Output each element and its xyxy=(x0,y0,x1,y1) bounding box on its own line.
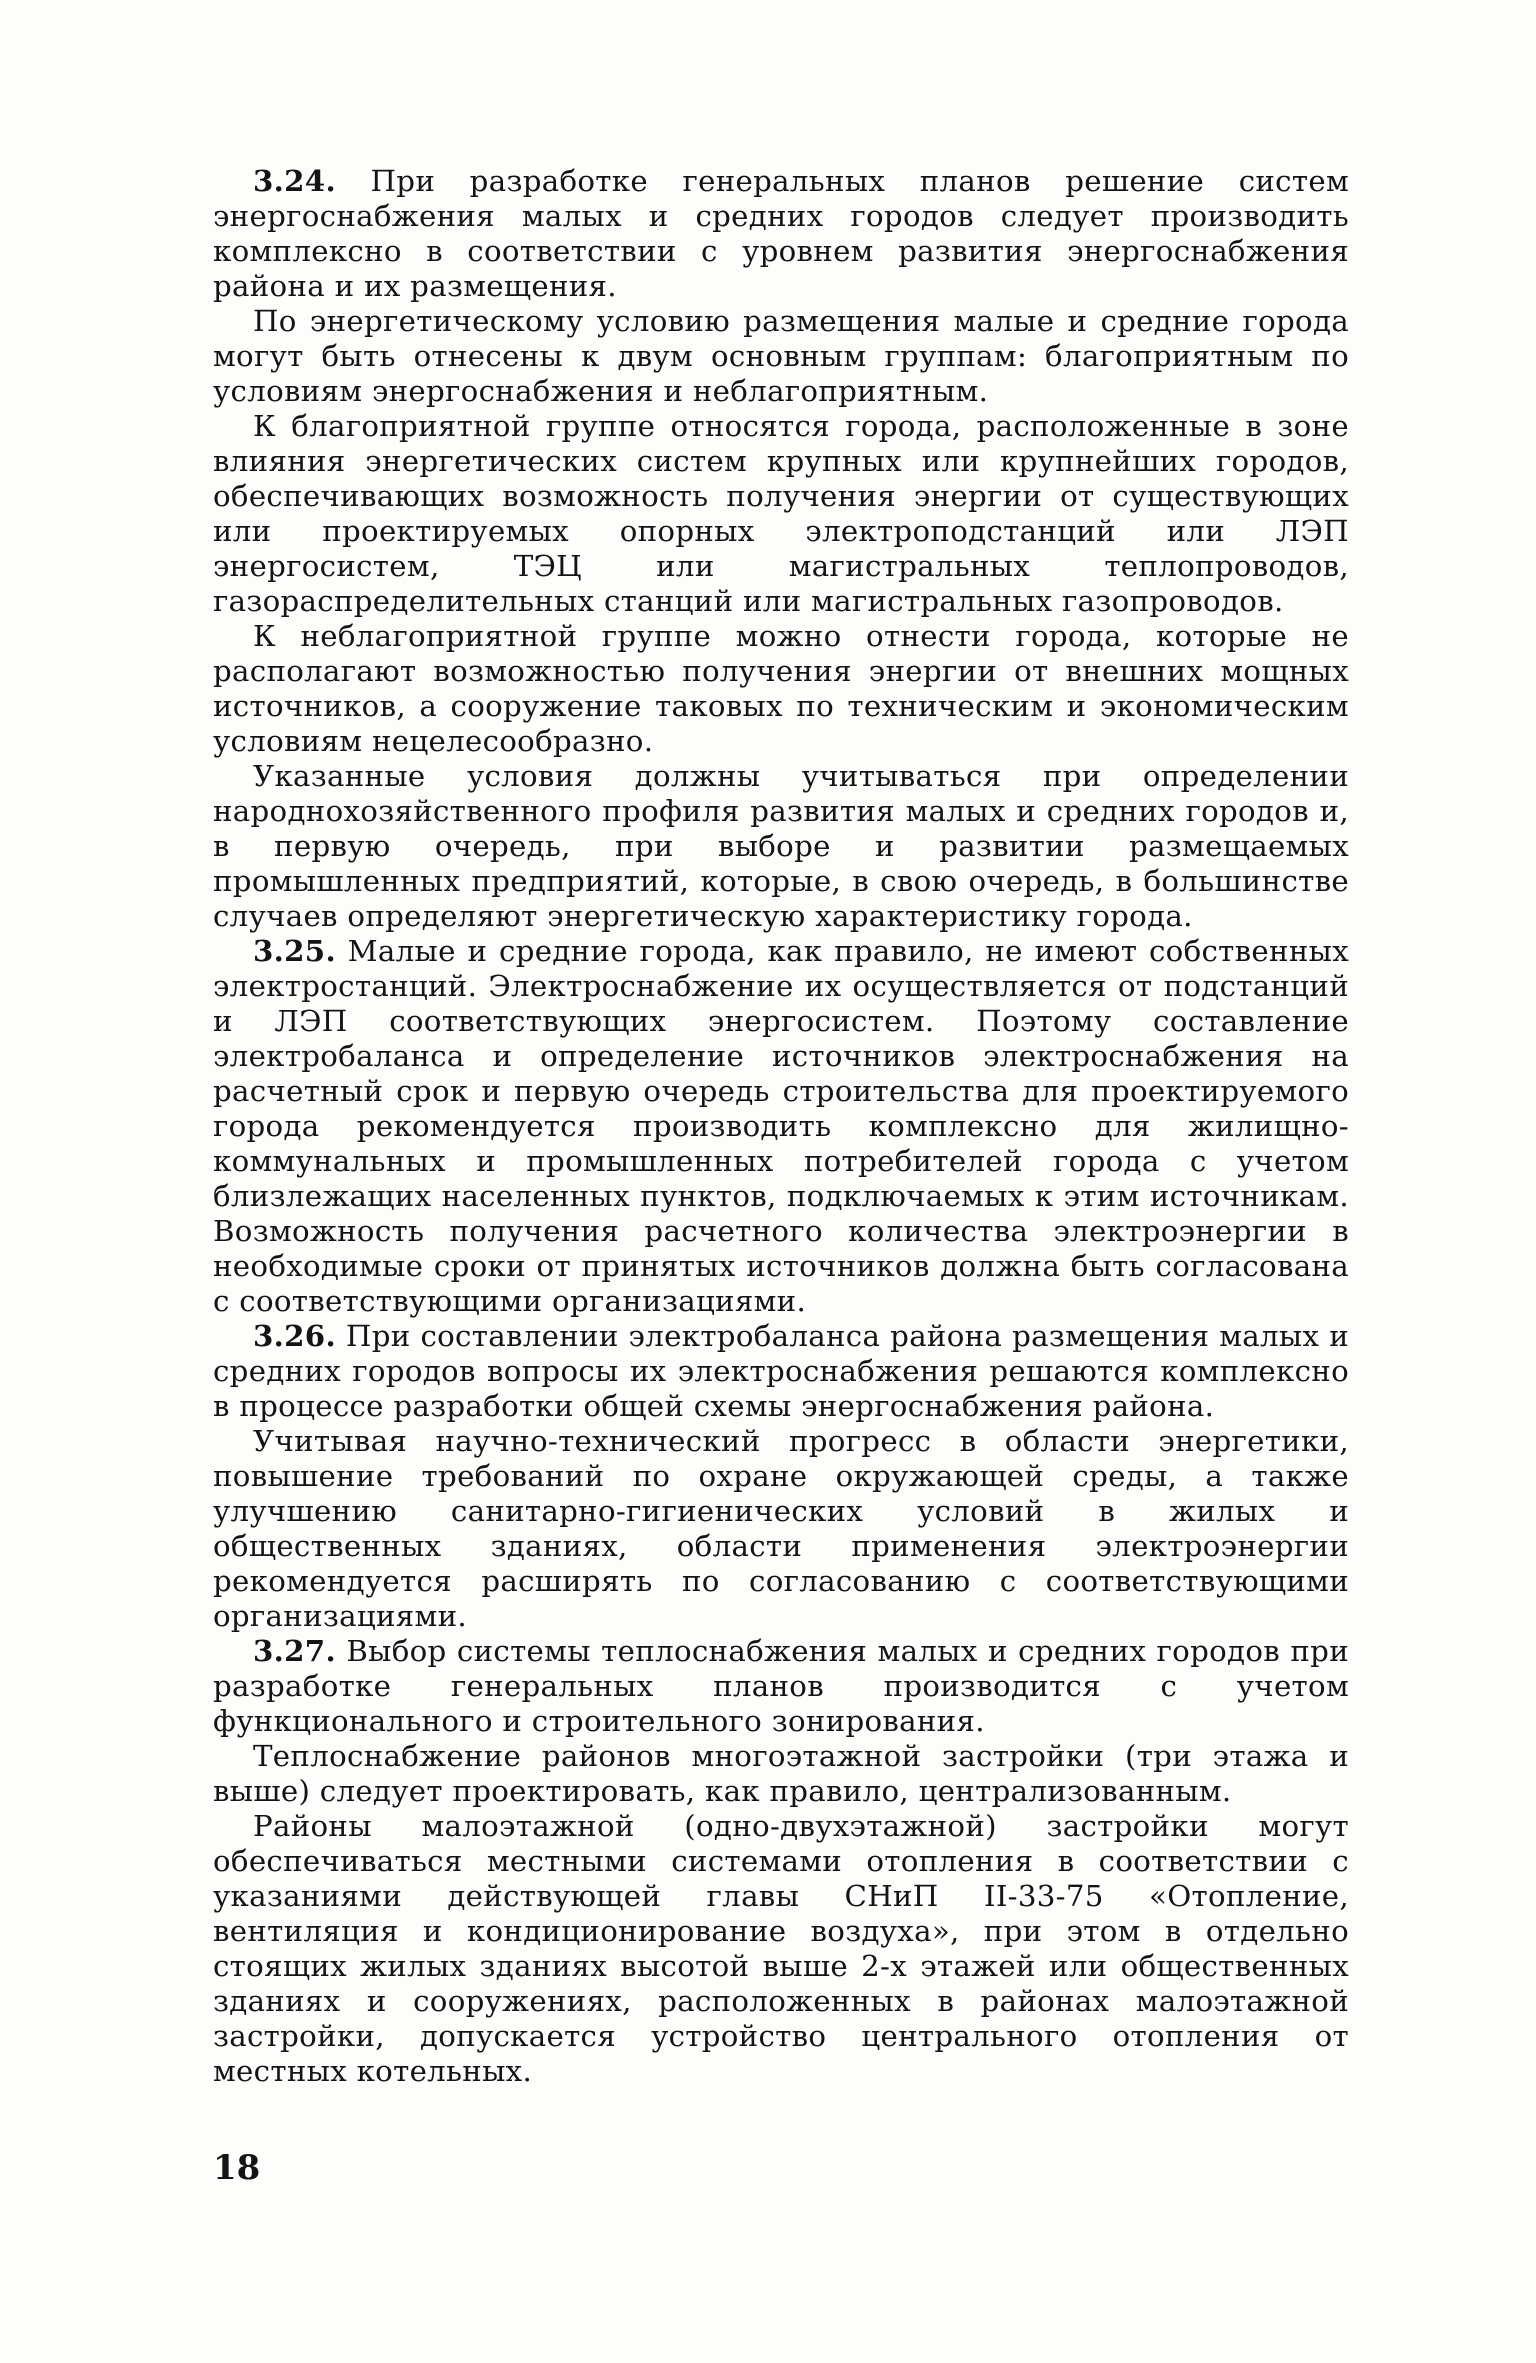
section-number: 3.25. xyxy=(253,934,336,968)
paragraph-multistorey xyxy=(213,1739,1349,1809)
paragraph-text: Выбор системы теплоснабжения малых и средних городов при разработке генеральных планов производится с учетом функционального и строительного зонирования. xyxy=(213,1634,1349,1738)
paragraph-unfavorable-group xyxy=(213,619,1349,759)
paragraph-favorable-group xyxy=(213,409,1349,619)
section-number: 3.27. xyxy=(253,1634,336,1668)
paragraph-3-27 xyxy=(213,1634,1349,1739)
paragraph-text: Районы малоэтажной (одно-двухэтажной) застройки могут обеспечиваться местными системами отопления в соответствии с указаниями действующей главы СНиП II-33-75 «Отопление, вентиляция и кондиционирование воздуха», при этом в отдельно стоящих жилых зданиях высотой выше 2-х этажей или общественных зданиях и сооружениях, расположенных в районах малоэтажной застройки, допускается устройство центрального отопления от местных котельных. xyxy=(213,1809,1349,2088)
paragraph-3-25 xyxy=(213,934,1349,1319)
paragraph-text: При составлении электробаланса района размещения малых и средних городов вопросы их электроснабжения решаются комплексно в процессе разработки общей схемы энергоснабжения района. xyxy=(213,1319,1349,1423)
paragraph-text: При разработке генеральных планов решение систем энергоснабжения малых и средних городов следует производить комплексно в соответствии с уровнем развития энергоснабжения района и их размещения. xyxy=(213,164,1349,303)
paragraph-conditions xyxy=(213,759,1349,934)
paragraph-text: Учитывая научно-технический прогресс в области энергетики, повышение требований по охране окружающей среды, а также улучшению санитарно-гигиенических условий в жилых и общественных зданиях, области применения электроэнергии рекомендуется расширять по согласованию с соответствующими организациями. xyxy=(213,1424,1349,1633)
paragraph-text: Теплоснабжение районов многоэтажной застройки (три этажа и выше) следует проектировать, как правило, централизованным. xyxy=(213,1739,1349,1808)
paragraph-lowrise xyxy=(213,1809,1349,2089)
paragraph-text: Малые и средние города, как правило, не имеют собственных электростанций. Электроснабжение их осуществляется от подстанций и ЛЭП соответствующих энергосистем. Поэтому составление электробаланса и определение источников электроснабжения на расчетный срок и первую очередь строительства для проектируемого города рекомендуется производить комплексно для жилищно-коммунальных и промышленных потребителей города с учетом близлежащих населенных пунктов, подключаемых к этим источникам. Возможность получения расчетного количества электроэнергии в необходимые сроки от принятых источников должна быть согласована с соответствующими организациями. xyxy=(213,934,1349,1318)
section-number: 3.26. xyxy=(253,1319,336,1353)
paragraph-text: Указанные условия должны учитываться при определении народнохозяйственного профиля развития малых и средних городов и, в первую очередь, при выборе и развитии размещаемых промышленных предприятий, которые, в свою очередь, в большинстве случаев определяют энергетическую характеристику города. xyxy=(213,759,1349,933)
paragraph-3-24 xyxy=(213,164,1349,304)
page-number: 18 xyxy=(213,2148,261,2188)
paragraph-text: К благоприятной группе относятся города, расположенные в зоне влияния энергетических систем крупных или крупнейших городов, обеспечивающих возможность получения энергии от существующих или проектируемых опорных электроподстанций или ЛЭП энергосистем, ТЭЦ или магистральных теплопроводов, газораспределительных станций или магистральных газопроводов. xyxy=(213,409,1349,618)
body-text xyxy=(213,164,1349,2089)
paragraph-progress xyxy=(213,1424,1349,1634)
section-number: 3.24. xyxy=(253,164,336,198)
paragraph-3-26 xyxy=(213,1319,1349,1424)
paragraph-text: По энергетическому условию размещения малые и средние города могут быть отнесены к двум основным группам: благоприятным по условиям энергоснабжения и неблагоприятным. xyxy=(213,304,1349,408)
paragraph-groups xyxy=(213,304,1349,409)
paragraph-text: К неблагоприятной группе можно отнести города, которые не располагают возможностью получения энергии от внешних мощных источников, а сооружение таковых по техническим и экономическим условиям нецелесообразно. xyxy=(213,619,1349,758)
